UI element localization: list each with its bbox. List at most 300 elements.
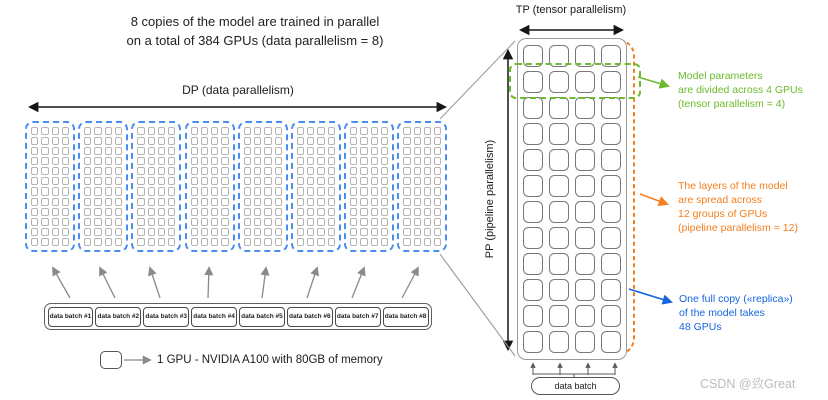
gpu-icon [307, 198, 314, 206]
gpu-icon [94, 198, 101, 206]
tp-axis-label: TP (tensor parallelism) [515, 4, 627, 16]
gpu-icon [328, 228, 335, 236]
gpu-icon [350, 147, 357, 155]
gpu-icon [424, 218, 431, 226]
gpu-icon [94, 127, 101, 135]
gpu-icon [414, 238, 421, 246]
gpu-icon [84, 228, 91, 236]
replica-annotation-arrow [629, 289, 671, 302]
gpu-icon [549, 149, 569, 171]
gpu-icon [297, 187, 304, 195]
gpu-icon [94, 218, 101, 226]
gpu-icon [434, 167, 441, 175]
diagram-title [70, 13, 440, 50]
gpu-icon [360, 218, 367, 226]
gpu-icon [434, 228, 441, 236]
gpu-icon [168, 187, 175, 195]
gpu-icon [31, 177, 38, 185]
gpu-icon [424, 167, 431, 175]
gpu-icon [84, 187, 91, 195]
gpu-icon [328, 198, 335, 206]
gpu-icon [137, 167, 144, 175]
gpu-icon [31, 147, 38, 155]
gpu-icon [191, 147, 198, 155]
gpu-icon [371, 208, 378, 216]
gpu-icon [523, 201, 543, 223]
gpu-icon [201, 157, 208, 165]
gpu-icon [221, 238, 228, 246]
gpu-icon [254, 187, 261, 195]
gpu-icon [371, 177, 378, 185]
gpu-icon [221, 167, 228, 175]
gpu-icon [41, 218, 48, 226]
gpu-icon [41, 208, 48, 216]
gpu-icon [52, 208, 59, 216]
gpu-icon [191, 198, 198, 206]
gpu-icon [317, 177, 324, 185]
gpu-icon [168, 238, 175, 246]
gpu-icon [275, 137, 282, 145]
gpu-icon [371, 198, 378, 206]
annotation-line: 12 groups of GPUs [678, 208, 768, 220]
gpu-icon [254, 228, 261, 236]
gpu-icon [84, 127, 91, 135]
gpu-icon [523, 149, 543, 171]
gpu-icon [403, 167, 410, 175]
gpu-icon [158, 228, 165, 236]
gpu-icon [317, 187, 324, 195]
gpu-icon [52, 218, 59, 226]
gpu-icon [168, 147, 175, 155]
gpu-icon [84, 137, 91, 145]
gpu-icon [31, 127, 38, 135]
gpu-icon [523, 175, 543, 197]
gpu-icon [52, 228, 59, 236]
gpu-icon [115, 147, 122, 155]
gpu-icon [350, 157, 357, 165]
gpu-icon [350, 208, 357, 216]
gpu-icon [317, 228, 324, 236]
gpu-icon [275, 157, 282, 165]
annotation-line: of the model takes [679, 307, 765, 319]
gpu-icon [148, 208, 155, 216]
gpu-icon [575, 305, 595, 327]
gpu-icon [424, 157, 431, 165]
gpu-icon [211, 137, 218, 145]
gpu-icon [381, 127, 388, 135]
gpu-icon [211, 127, 218, 135]
gpu-icon [601, 305, 621, 327]
gpu-icon [115, 228, 122, 236]
gpu-icon [115, 218, 122, 226]
gpu-icon [41, 177, 48, 185]
gpu-icon [168, 137, 175, 145]
gpu-icon [211, 198, 218, 206]
gpu-icon [211, 157, 218, 165]
tensor-annotation [678, 69, 803, 111]
gpu-icon [403, 177, 410, 185]
gpu-icon [201, 208, 208, 216]
gpu-icon [549, 227, 569, 249]
gpu-icon [350, 177, 357, 185]
gpu-icon [575, 227, 595, 249]
gpu-icon [158, 177, 165, 185]
gpu-icon [264, 208, 271, 216]
gpu-icon [350, 218, 357, 226]
gpu-icon [244, 228, 251, 236]
gpu-icon [381, 167, 388, 175]
gpu-icon [52, 147, 59, 155]
gpu-icon [84, 167, 91, 175]
gpu-icon [381, 228, 388, 236]
gpu-icon [360, 208, 367, 216]
gpu-icon [317, 127, 324, 135]
gpu-icon [94, 147, 101, 155]
gpu-icon [317, 238, 324, 246]
gpu-icon [434, 157, 441, 165]
gpu-icon [403, 127, 410, 135]
gpu-icon [297, 147, 304, 155]
gpu-icon [381, 187, 388, 195]
gpu-icon [62, 177, 69, 185]
gpu-icon [105, 187, 112, 195]
gpu-icon [254, 157, 261, 165]
gpu-icon [244, 167, 251, 175]
gpu-icon [105, 198, 112, 206]
gpu-icon [31, 218, 38, 226]
gpu-icon [307, 208, 314, 216]
gpu-icon [275, 147, 282, 155]
gpu-icon [601, 97, 621, 119]
gpu-icon [403, 157, 410, 165]
gpu-icon [158, 127, 165, 135]
gpu-icon [403, 208, 410, 216]
gpu-icon [115, 238, 122, 246]
gpu-icon [307, 127, 314, 135]
gpu-icon [307, 218, 314, 226]
gpu-icon [84, 177, 91, 185]
gpu-icon [575, 331, 595, 353]
gpu-icon [264, 218, 271, 226]
gpu-icon [201, 218, 208, 226]
gpu-icon [168, 198, 175, 206]
gpu-icon [424, 177, 431, 185]
gpu-icon [52, 198, 59, 206]
gpu-icon [403, 238, 410, 246]
annotation-line: are spread across [678, 194, 763, 206]
gpu-icon [115, 177, 122, 185]
gpu-icon [414, 187, 421, 195]
gpu-icon [41, 198, 48, 206]
gpu-icon [328, 187, 335, 195]
gpu-icon [244, 127, 251, 135]
gpu-icon [84, 208, 91, 216]
gpu-icon [523, 305, 543, 327]
gpu-icon [168, 167, 175, 175]
gpu-icon [254, 238, 261, 246]
gpu-icon [434, 127, 441, 135]
gpu-icon [403, 198, 410, 206]
gpu-icon [84, 157, 91, 165]
gpu-icon [168, 208, 175, 216]
gpu-icon [41, 137, 48, 145]
gpu-icon [191, 157, 198, 165]
gpu-icon [137, 177, 144, 185]
gpu-icon [275, 167, 282, 175]
gpu-icon [244, 187, 251, 195]
gpu-icon [601, 227, 621, 249]
gpu-icon [381, 177, 388, 185]
gpu-icon [575, 97, 595, 119]
gpu-icon [297, 238, 304, 246]
gpu-icon [94, 157, 101, 165]
gpu-icon [350, 167, 357, 175]
tensor-parallel-highlight-box [509, 63, 641, 99]
gpu-icon [275, 208, 282, 216]
gpu-icon [201, 147, 208, 155]
gpu-icon [360, 157, 367, 165]
gpu-icon [115, 208, 122, 216]
gpu-icon [105, 127, 112, 135]
gpu-icon [221, 228, 228, 236]
gpu-icon [137, 157, 144, 165]
gpu-icon [403, 228, 410, 236]
gpu-icon [148, 137, 155, 145]
gpu-icon [211, 208, 218, 216]
data-batch-chip: data batch #6 [287, 307, 333, 327]
gpu-icon [31, 198, 38, 206]
gpu-icon [84, 238, 91, 246]
gpu-icon [523, 253, 543, 275]
gpu-icon [317, 198, 324, 206]
gpu-icon [201, 238, 208, 246]
gpu-icon [168, 157, 175, 165]
gpu-icon [94, 167, 101, 175]
gpu-icon [601, 149, 621, 171]
gpu-icon [601, 253, 621, 275]
gpu-icon [575, 175, 595, 197]
gpu-icon [350, 198, 357, 206]
gpu-icon [158, 137, 165, 145]
gpu-icon [575, 149, 595, 171]
gpu-icon [424, 187, 431, 195]
gpu-icon [52, 137, 59, 145]
gpu-icon [264, 228, 271, 236]
replica-box [185, 121, 235, 252]
gpu-icon [414, 137, 421, 145]
data-batch-chip: data batch #2 [95, 307, 141, 327]
gpu-icon [575, 279, 595, 301]
gpu-icon [414, 218, 421, 226]
gpu-icon [244, 218, 251, 226]
gpu-icon [52, 157, 59, 165]
gpu-icon [191, 127, 198, 135]
gpu-icon [94, 208, 101, 216]
gpu-icon [424, 208, 431, 216]
data-batch-box: data batch [531, 377, 620, 395]
gpu-icon [148, 147, 155, 155]
gpu-icon [115, 157, 122, 165]
gpu-icon [414, 177, 421, 185]
gpu-icon [350, 127, 357, 135]
gpu-icon [62, 208, 69, 216]
gpu-icon [371, 167, 378, 175]
annotation-line: 48 GPUs [679, 321, 722, 333]
gpu-icon [201, 127, 208, 135]
gpu-icon [211, 187, 218, 195]
gpu-icon [371, 218, 378, 226]
gpu-icon [575, 123, 595, 145]
gpu-icon [201, 167, 208, 175]
pp-axis-label: PP (pipeline parallelism) [484, 139, 496, 259]
gpu-icon [434, 198, 441, 206]
gpu-icon [105, 157, 112, 165]
gpu-icon [371, 137, 378, 145]
gpu-icon [62, 167, 69, 175]
gpu-icon [105, 177, 112, 185]
gpu-icon [264, 167, 271, 175]
gpu-icon [201, 187, 208, 195]
gpu-icon [158, 157, 165, 165]
gpu-icon [41, 238, 48, 246]
gpu-icon [328, 147, 335, 155]
gpu-icon [434, 238, 441, 246]
replica-annotation [679, 292, 793, 334]
gpu-icon [350, 187, 357, 195]
dp-axis-label: DP (data parallelism) [182, 83, 294, 97]
gpu-icon [41, 187, 48, 195]
gpu-icon [360, 137, 367, 145]
gpu-icon [105, 238, 112, 246]
gpu-icon [381, 218, 388, 226]
gpu-icon [328, 177, 335, 185]
gpu-icon [424, 238, 431, 246]
gpu-icon [264, 198, 271, 206]
data-batch-chip: data batch #1 [48, 307, 94, 327]
gpu-icon [297, 208, 304, 216]
gpu-icon [381, 147, 388, 155]
gpu-icon [191, 187, 198, 195]
gpu-icon [168, 218, 175, 226]
gpu-icon [94, 177, 101, 185]
data-batch-chip: data batch #4 [191, 307, 237, 327]
gpu-icon [317, 157, 324, 165]
batch-row [44, 303, 432, 330]
gpu-icon [360, 187, 367, 195]
gpu-icon [31, 167, 38, 175]
gpu-icon [297, 198, 304, 206]
gpu-icon [62, 127, 69, 135]
gpu-icon [148, 157, 155, 165]
gpu-icon [360, 177, 367, 185]
gpu-icon [371, 147, 378, 155]
gpu-icon [115, 127, 122, 135]
gpu-icon [221, 127, 228, 135]
gpu-icon [381, 198, 388, 206]
gpu-icon [244, 177, 251, 185]
gpu-icon [549, 175, 569, 197]
gpu-icon [424, 198, 431, 206]
gpu-icon [549, 279, 569, 301]
gpu-icon [371, 228, 378, 236]
gpu-icon [360, 228, 367, 236]
gpu-icon [297, 137, 304, 145]
gpu-icon [244, 137, 251, 145]
title-line-1: 8 copies of the model are trained in parallel [130, 14, 380, 29]
gpu-icon [201, 177, 208, 185]
gpu-icon [297, 167, 304, 175]
gpu-icon [254, 147, 261, 155]
gpu-icon [31, 238, 38, 246]
gpu-icon [31, 157, 38, 165]
gpu-icon [94, 187, 101, 195]
gpu-icon [317, 147, 324, 155]
gpu-icon [94, 137, 101, 145]
gpu-icon [371, 238, 378, 246]
gpu-icon [601, 201, 621, 223]
gpu-icon [41, 167, 48, 175]
gpu-icon [523, 331, 543, 353]
gpu-icon [148, 127, 155, 135]
annotation-line: are divided across 4 GPUs [678, 84, 803, 96]
gpu-icon [244, 238, 251, 246]
gpu-icon [105, 147, 112, 155]
replica-box [78, 121, 128, 252]
gpu-icon [158, 218, 165, 226]
gpu-icon [105, 218, 112, 226]
gpu-icon [297, 177, 304, 185]
gpu-icon [254, 218, 261, 226]
gpu-icon [221, 198, 228, 206]
gpu-icon [62, 198, 69, 206]
gpu-icon [264, 187, 271, 195]
gpu-icon [137, 127, 144, 135]
gpu-icon [307, 147, 314, 155]
gpu-icon [158, 187, 165, 195]
gpu-icon [371, 187, 378, 195]
gpu-icon [307, 177, 314, 185]
gpu-icon [84, 147, 91, 155]
gpu-icon [158, 147, 165, 155]
tensor-annotation-arrow [638, 77, 668, 86]
gpu-icon [148, 187, 155, 195]
gpu-icon [381, 157, 388, 165]
replica-box [344, 121, 394, 252]
gpu-icon [317, 218, 324, 226]
annotation-line: (tensor parallelism = 4) [678, 98, 786, 110]
gpu-icon [328, 127, 335, 135]
replica-box [131, 121, 181, 252]
gpu-icon [52, 238, 59, 246]
gpu-icon [275, 238, 282, 246]
gpu-icon [424, 127, 431, 135]
gpu-icon [414, 208, 421, 216]
gpu-icon [52, 167, 59, 175]
gpu-icon [328, 167, 335, 175]
gpu-icon [350, 137, 357, 145]
gpu-icon [275, 198, 282, 206]
gpu-icon [244, 147, 251, 155]
gpu-icon [549, 123, 569, 145]
gpu-icon [158, 167, 165, 175]
gpu-icon [275, 187, 282, 195]
gpu-icon [41, 228, 48, 236]
gpu-icon [52, 127, 59, 135]
gpu-icon [137, 228, 144, 236]
gpu-icon [328, 137, 335, 145]
gpu-icon [148, 238, 155, 246]
gpu-icon [307, 157, 314, 165]
